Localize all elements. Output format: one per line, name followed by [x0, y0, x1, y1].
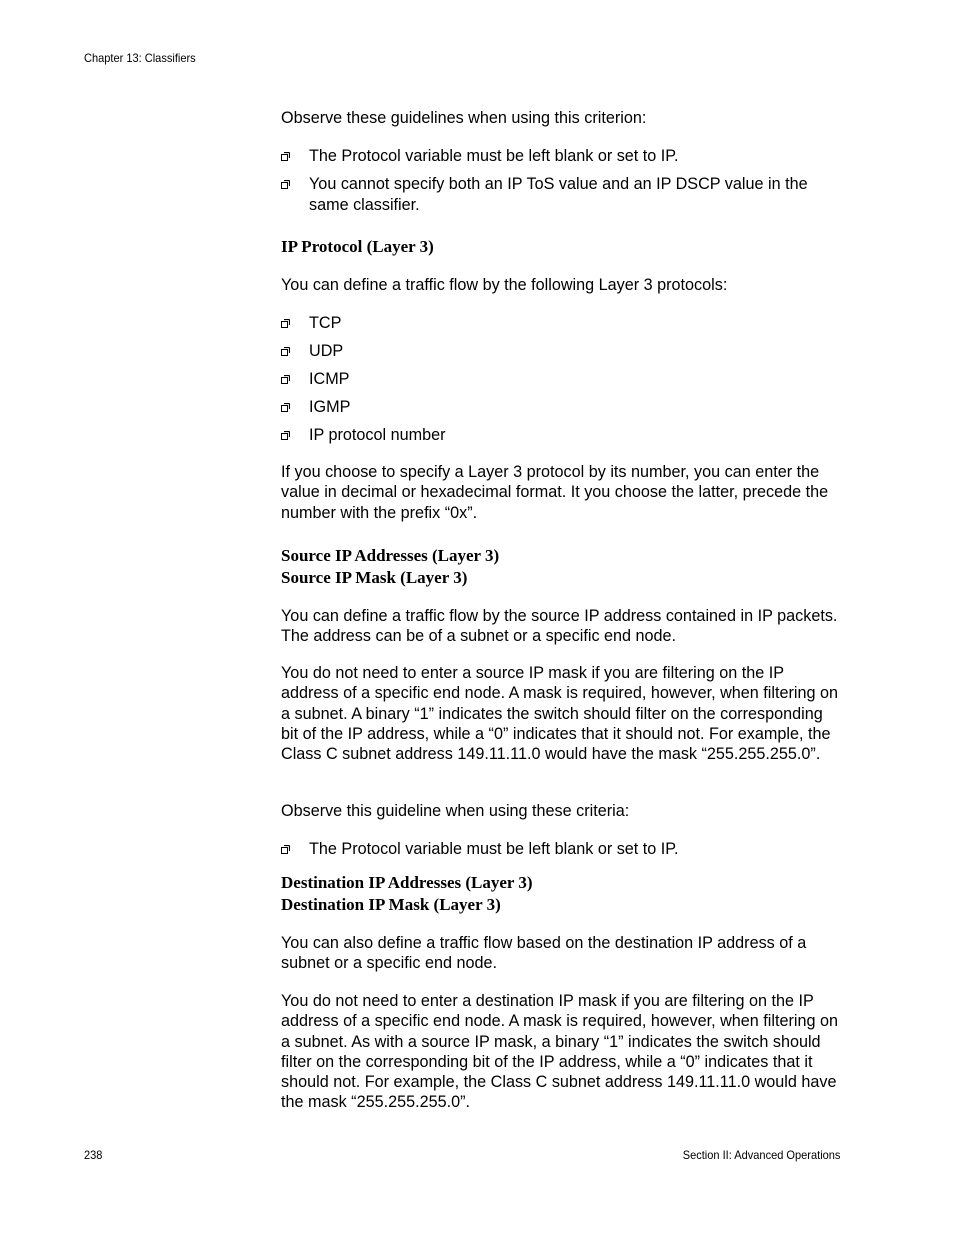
checkbox-bullet-icon	[281, 403, 290, 412]
source-ip-bullet-list	[281, 839, 843, 859]
list-item	[281, 146, 843, 166]
intro-paragraph: Observe these guidelines when using this criterion:	[281, 109, 647, 127]
list-item-text: You cannot specify both an IP ToS value and an IP DSCP value in the same classifier.	[309, 175, 808, 214]
ip-protocol-heading: IP Protocol (Layer 3)	[281, 237, 434, 256]
source-ip-paragraph-1: You can define a traffic flow by the source IP address contained in IP packets. The address can be of a subnet or a specific end node.	[281, 607, 838, 646]
checkbox-bullet-icon	[281, 180, 290, 189]
list-item	[281, 397, 843, 417]
checkbox-bullet-icon	[281, 347, 290, 356]
destination-ip-paragraph-2: You do not need to enter a destination IP mask if you are filtering on the IP address of a specific end node. A mask is required, however, when filtering on a subnet. As with a source IP mask, a binary “1” indicates the switch should filter on the corresponding bit of the IP address, while a “0” indicates that it should not. For example, the Class C subnet address 149.11.11.0 would have the mask “255.255.255.0”.	[281, 992, 838, 1112]
list-item	[281, 341, 843, 361]
checkbox-bullet-icon	[281, 431, 290, 440]
page-number: 238	[84, 1148, 103, 1162]
list-item-text: The Protocol variable must be left blank or set to IP.	[309, 147, 679, 165]
list-item-text: IP protocol number	[309, 425, 446, 444]
source-ip-guideline-intro: Observe this guideline when using these criteria:	[281, 802, 630, 820]
destination-ip-address-heading: Destination IP Addresses (Layer 3)	[281, 873, 533, 892]
list-item-text: UDP	[309, 341, 344, 360]
protocol-bullet-list	[281, 313, 843, 445]
running-header: Chapter 13: Classifiers	[84, 51, 196, 65]
list-item-text: IGMP	[309, 397, 351, 416]
list-item	[281, 369, 843, 389]
checkbox-bullet-icon	[281, 845, 290, 854]
ip-protocol-number-paragraph: If you choose to specify a Layer 3 protocol by its number, you can enter the value in decimal or hexadecimal format. It you choose the latter, precede the number with the prefix “0x”.	[281, 463, 829, 522]
list-item-text: ICMP	[309, 369, 350, 388]
intro-bullet-list	[281, 146, 843, 215]
checkbox-bullet-icon	[281, 152, 290, 161]
list-item	[281, 313, 843, 333]
checkbox-bullet-icon	[281, 375, 290, 384]
source-ip-address-heading: Source IP Addresses (Layer 3)	[281, 546, 500, 565]
intro-section	[281, 108, 843, 128]
list-item	[281, 425, 843, 445]
list-item	[281, 174, 843, 215]
source-ip-mask-heading: Source IP Mask (Layer 3)	[281, 568, 468, 587]
checkbox-bullet-icon	[281, 319, 290, 328]
destination-ip-paragraph-1: You can also define a traffic flow based on the destination IP address of a subnet or a specific end node.	[281, 934, 807, 973]
ip-protocol-intro: You can define a traffic flow by the following Layer 3 protocols:	[281, 276, 728, 294]
source-ip-paragraph-2: You do not need to enter a source IP mask if you are filtering on the IP address of a specific end node. A mask is required, however, when filtering on a subnet. A binary “1” indicates the switch should filter on the corresponding bit of the IP address, while a “0” indicates that it should not. For example, the Class C subnet address 149.11.11.0 would have the mask “255.255.255.0”.	[281, 664, 838, 764]
list-item-text: The Protocol variable must be left blank or set to IP.	[309, 840, 679, 858]
destination-ip-mask-heading: Destination IP Mask (Layer 3)	[281, 895, 501, 914]
list-item	[281, 839, 843, 859]
list-item-text: TCP	[309, 314, 342, 332]
running-footer: Section II: Advanced Operations	[682, 1148, 840, 1162]
